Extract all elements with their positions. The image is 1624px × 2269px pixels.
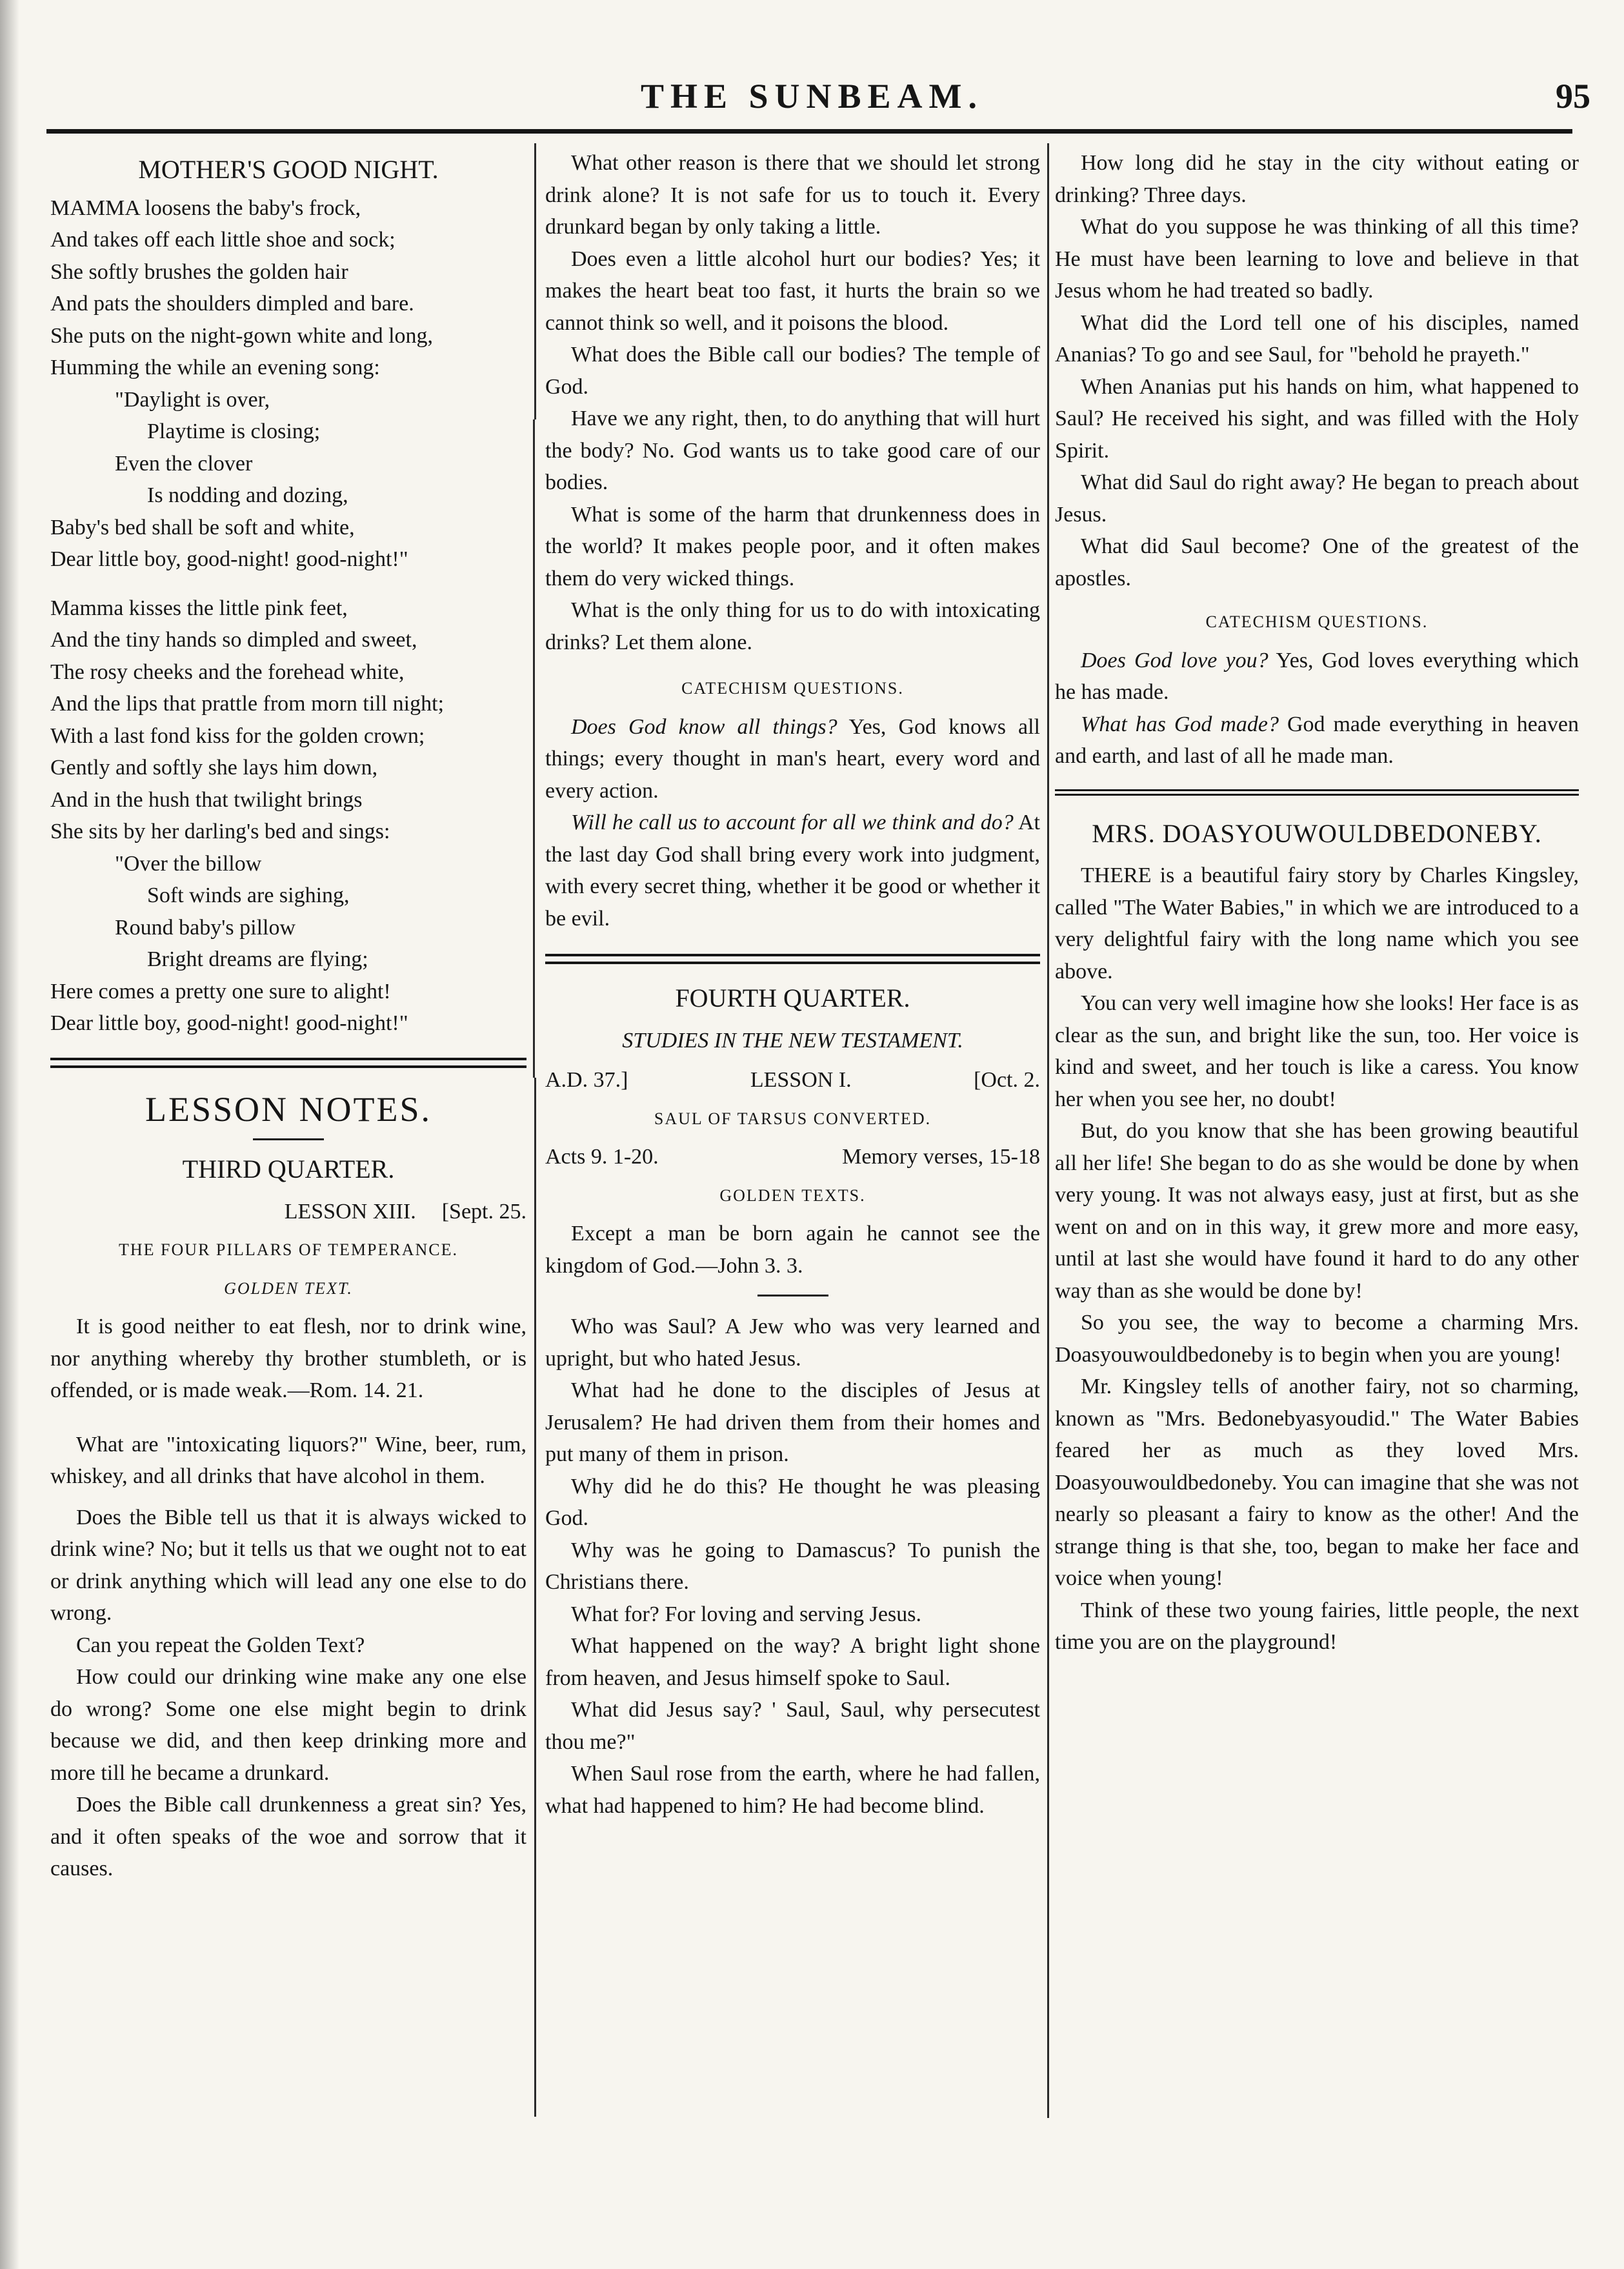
lesson-heading xyxy=(545,1064,1040,1096)
poem-line: "Daylight is over, xyxy=(115,387,270,412)
paragraph: Does the Bible call drunkenness a great sin? Yes, and it often speaks of the woe and sorrow that it causes. xyxy=(50,1793,526,1881)
scan-edge-shadow xyxy=(0,0,19,2269)
running-title: THE SUNBEAM. xyxy=(640,77,984,116)
studies-subtitle: STUDIES IN THE NEW TESTAMENT. xyxy=(622,1028,963,1053)
poem-line: Bright dreams are flying; xyxy=(147,947,368,971)
paragraph: Why did he do this? He thought he was pleasing God. xyxy=(545,1474,1040,1530)
poem-title: MOTHER'S GOOD NIGHT. xyxy=(138,155,439,184)
catechism-answer xyxy=(1055,709,1579,772)
section-rule xyxy=(1055,789,1579,791)
poem-line: And in the hush that twilight brings xyxy=(50,787,363,812)
poem-line: Round baby's pillow xyxy=(115,915,296,940)
poem-line: Mamma kisses the little pink feet, xyxy=(50,596,348,620)
poem-line: She softly brushes the golden hair xyxy=(50,259,348,284)
middle-column xyxy=(545,147,1040,1822)
poem-line: Dear little boy, good-night! good-night!" xyxy=(50,547,408,571)
header-rule xyxy=(46,129,1572,134)
golden-texts-label: GOLDEN TEXTS. xyxy=(719,1185,866,1205)
golden-text: It is good neither to eat flesh, nor to drink wine, nor anything whereby thy brother stumbleth, or is offended, or is made weak.—Rom. 14. 21. xyxy=(50,1315,526,1402)
poem-line: MAMMA loosens the baby's frock, xyxy=(50,196,361,220)
poem-line: Here comes a pretty one sure to alight! xyxy=(50,979,391,1003)
lesson-date: [Sept. 25. xyxy=(441,1199,526,1224)
catechism-title: CATECHISM QUESTIONS. xyxy=(681,679,904,698)
paragraph: What other reason is there that we should let strong drink alone? It is not safe for us to touch it. Every drunkard began by only taking a little. xyxy=(545,151,1040,239)
lesson-subject: SAUL OF TARSUS CONVERTED. xyxy=(654,1109,932,1128)
poem-line: Baby's bed shall be soft and white, xyxy=(50,515,355,540)
poem-line: Is nodding and dozing, xyxy=(147,483,348,507)
stanza-gap xyxy=(50,576,526,592)
scripture-reference xyxy=(545,1141,1040,1173)
poem-line: Gently and softly she lays him down, xyxy=(50,756,378,780)
poem-stanza-1 xyxy=(50,192,526,576)
paragraph: Does even a little alcohol hurt our bodies? Yes; it makes the heart beat too fast, it hurts the brain so we cannot think so well, and it poisons the blood. xyxy=(545,247,1040,335)
paragraph: Think of these two young fairies, little people, the next time you are on the playground! xyxy=(1055,1598,1579,1654)
poem-line: Dear little boy, good-night! good-night!" xyxy=(50,1011,408,1035)
paragraph: How could our drinking wine make any one else do wrong? Some one else might begin to drink because we did, and then keep drinking more and more till he became a drunkard. xyxy=(50,1665,526,1785)
page-number: 95 xyxy=(1556,77,1590,116)
right-column xyxy=(1055,147,1579,1659)
paragraph: What are "intoxicating liquors?" Wine, beer, rum, whiskey, and all drinks that have alcohol in them. xyxy=(50,1432,526,1488)
paragraph: When Saul rose from the earth, where he had fallen, what had happened to him? He had become blind. xyxy=(545,1762,1040,1818)
paragraph: What does the Bible call our bodies? The temple of God. xyxy=(545,343,1040,399)
lesson-label: LESSON I. xyxy=(750,1068,852,1092)
paragraph: What did the Lord tell one of his disciples, named Ananias? To go and see Saul, for "behold he prayeth." xyxy=(1055,310,1579,367)
paragraph: Can you repeat the Golden Text? xyxy=(76,1633,365,1657)
poem-line: She sits by her darling's bed and sings: xyxy=(50,820,390,843)
catechism-answer-text: Yes, God loves everything which he has made. xyxy=(1055,648,1579,704)
poem-line: She puts on the night-gown white and long, xyxy=(50,323,434,348)
story-title: MRS. DOASYOUWOULDBEDONEBY. xyxy=(1092,818,1542,848)
page-header xyxy=(0,76,1624,128)
paragraph: What did Saul do right away? He began to preach about Jesus. xyxy=(1055,470,1579,527)
lesson-notes-title: LESSON NOTES. xyxy=(145,1089,432,1129)
poem-line: Humming the while an evening song: xyxy=(50,356,380,379)
paragraph: How long did he stay in the city without eating or drinking? Three days. xyxy=(1055,151,1579,207)
poem-line: "Over the billow xyxy=(115,851,262,876)
catechism-question: Will he call us to account for all we think and do? xyxy=(571,811,1014,834)
catechism-question: Does God love you? xyxy=(1081,648,1268,672)
column-divider-1a xyxy=(534,143,536,419)
poem-line: Playtime is closing; xyxy=(147,419,321,443)
paragraph-text: is a beautiful fairy story by Charles Kingsley, called "The Water Babies," in which we are introduced to a very delightful fairy with the long name which you see above. xyxy=(1055,863,1579,983)
column-divider-1c xyxy=(534,1078,536,2117)
lesson-ad: A.D. 37.] xyxy=(545,1068,628,1092)
catechism-title: CATECHISM QUESTIONS. xyxy=(1205,612,1429,631)
paragraph: What is some of the harm that drunkenness does in the world? It makes people poor, and it often makes them do very wicked things. xyxy=(545,502,1040,590)
opening-word: THERE xyxy=(1081,863,1152,887)
paragraph: Why was he going to Damascus? To punish the Christians there. xyxy=(545,1538,1040,1594)
paragraph: But, do you know that she has been growing beautiful all her life! She began to do as she would be done by when very young. It was not always easy, just at first, but as she went on and on in this way, it grew more and more easy, until at last she would have found it hard to do any other way than as she would be done by! xyxy=(1055,1119,1579,1303)
paragraph: Does the Bible tell us that it is always wicked to drink wine? No; but it tells us that we ought not to eat or drink anything which will lead any one else to do wrong. xyxy=(50,1505,526,1625)
column-divider-1b xyxy=(533,419,535,1078)
spacer xyxy=(50,1416,526,1429)
poem-line: The rosy cheeks and the forehead white, xyxy=(50,660,405,684)
section-double-rule xyxy=(50,1058,526,1068)
catechism-answer-text: God made everything in heaven and earth, and last of all he made man. xyxy=(1055,712,1579,768)
scripture-passage: Acts 9. 1-20. xyxy=(545,1145,659,1169)
paragraph: Mr. Kingsley tells of another fairy, not so charming, known as "Mrs. Bedonebyasyoudid." The Water Babies feared her as much as they loved Mrs. Doasyouwouldbedoneby. You can imagine that she was not nearly so pleasant a fairy to know as the other! And the strange thing is that she, too, began to make her face and voice when young! xyxy=(1055,1375,1579,1590)
lesson-subject: THE FOUR PILLARS OF TEMPERANCE. xyxy=(119,1240,458,1259)
poem-line: With a last fond kiss for the golden crown; xyxy=(50,723,425,748)
paragraph: Have we any right, then, to do anything that will hurt the body? No. God wants us to take good care of our bodies. xyxy=(545,407,1040,494)
paragraph: You can very well imagine how she looks! Her face is as clear as the sun, and bright like the sun, too. Her voice is kind and sweet, and her touch is like a caress. You know her when you see her, no doubt! xyxy=(1055,991,1579,1111)
paragraph xyxy=(1055,860,1579,987)
golden-text: Except a man be born again he cannot see the kingdom of God.—John 3. 3. xyxy=(545,1222,1040,1278)
paragraph: What do you suppose he was thinking of all this time? He must have been learning to love and believe in that Jesus whom he had treated so badly. xyxy=(1055,215,1579,303)
paragraph: Who was Saul? A Jew who was very learned and upright, but who hated Jesus. xyxy=(545,1315,1040,1371)
left-column xyxy=(50,147,526,1885)
poem-line: Soft winds are sighing, xyxy=(147,883,350,907)
fourth-quarter-title: FOURTH QUARTER. xyxy=(675,983,910,1013)
golden-text-label: GOLDEN TEXT. xyxy=(224,1278,353,1298)
catechism-question: What has God made? xyxy=(1081,712,1279,736)
catechism-answer-text: At the last day God shall bring every work into judgment, with every secret thing, whether it be good or whether it be evil. xyxy=(545,811,1040,931)
poem-line: And pats the shoulders dimpled and bare. xyxy=(50,292,414,316)
poem-line: And the tiny hands so dimpled and sweet, xyxy=(50,628,417,652)
section-rule xyxy=(1055,794,1579,796)
catechism-answer xyxy=(1055,645,1579,709)
poem-line: And the lips that prattle from morn till night; xyxy=(50,692,445,716)
paragraph: What had he done to the disciples of Jesus at Jerusalem? He had driven them from their homes and put many of them in prison. xyxy=(545,1378,1040,1466)
paragraph: When Ananias put his hands on him, what happened to Saul? He received his sight, and was filled with the Holy Spirit. xyxy=(1055,374,1579,463)
paragraph: What did Jesus say? ' Saul, Saul, why persecutest thou me?" xyxy=(545,1698,1040,1754)
lesson-date: [Oct. 2. xyxy=(974,1068,1040,1092)
column-divider-2 xyxy=(1047,143,1049,2118)
poem-line: Even the clover xyxy=(115,451,253,476)
poem-line: And takes off each little shoe and sock; xyxy=(50,228,396,252)
section-double-rule xyxy=(545,954,1040,964)
lesson-heading xyxy=(50,1196,526,1228)
paragraph: What happened on the way? A bright light shone from heaven, and Jesus himself spoke to Saul. xyxy=(545,1634,1040,1690)
paragraph: What is the only thing for us to do with intoxicating drinks? Let them alone. xyxy=(545,598,1040,654)
catechism-answer xyxy=(545,807,1040,934)
lesson-label: LESSON XIII. xyxy=(284,1199,416,1224)
short-rule xyxy=(253,1138,324,1140)
catechism-question: Does God know all things? xyxy=(571,714,837,739)
catechism-answer-text: Yes, God knows all things; every thought in man's heart, every word and every action. xyxy=(545,714,1041,803)
poem-stanza-2 xyxy=(50,592,526,1040)
short-rule xyxy=(757,1295,828,1296)
third-quarter-title: THIRD QUARTER. xyxy=(182,1155,395,1184)
memory-verses: Memory verses, 15-18 xyxy=(842,1145,1040,1169)
paragraph: What did Saul become? One of the greatest of the apostles. xyxy=(1055,534,1579,590)
paragraph: So you see, the way to become a charming Mrs. Doasyouwouldbedoneby is to begin when you are young! xyxy=(1055,1311,1579,1367)
catechism-answer xyxy=(545,711,1040,807)
paragraph: What for? For loving and serving Jesus. xyxy=(571,1602,921,1626)
